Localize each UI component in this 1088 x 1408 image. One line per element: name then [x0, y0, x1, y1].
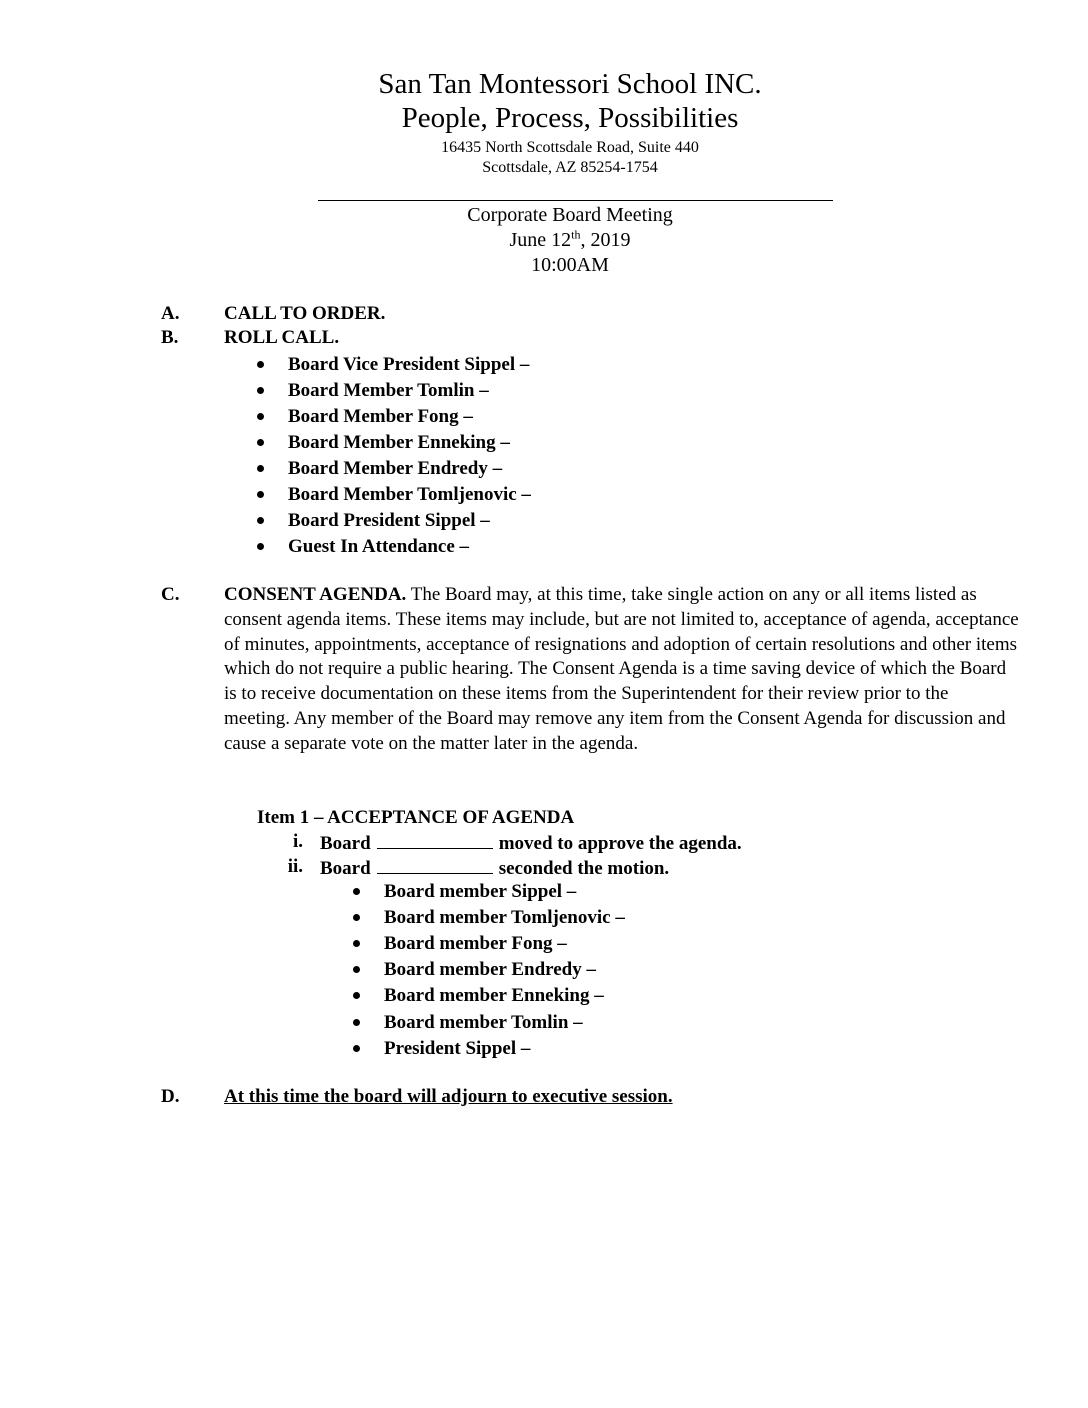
name-blank [377, 855, 493, 874]
section-d-text: At this time the board will adjourn to executive session. [224, 1086, 673, 1107]
motion-numeral: i. [292, 831, 303, 852]
bullet-icon [257, 413, 264, 420]
roll-call-item: Board President Sippel – [288, 510, 490, 531]
bullet-icon [257, 465, 264, 472]
consent-agenda-heading: CONSENT AGENDA. [224, 584, 407, 605]
bullet-icon [353, 1045, 360, 1052]
vote-item: Board member Fong – [384, 933, 567, 954]
vote-item: President Sippel – [384, 1038, 531, 1059]
header-divider [318, 200, 833, 201]
vote-item: Board member Sippel – [384, 881, 577, 902]
roll-call-item: Board Member Tomljenovic – [288, 484, 531, 505]
agenda-item-title: Item 1 – ACCEPTANCE OF AGENDA [257, 807, 575, 828]
bullet-icon [257, 491, 264, 498]
vote-item: Board member Tomlin – [384, 1012, 583, 1033]
motion-prefix: Board [320, 858, 371, 879]
section-c-letter: C. [161, 584, 180, 605]
motion-text: seconded the motion. [498, 858, 670, 879]
address-line-1: 16435 North Scottsdale Road, Suite 440 [441, 139, 699, 156]
name-blank [377, 830, 493, 849]
section-b-title: ROLL CALL. [224, 327, 340, 348]
motion-line [320, 830, 742, 856]
roll-call-item: Board Member Fong – [288, 406, 473, 427]
roll-call-item: Board Member Enneking – [288, 432, 510, 453]
section-a-title: CALL TO ORDER. [224, 303, 386, 324]
meeting-date-ordinal: th [571, 227, 581, 242]
roll-call-item: Guest In Attendance – [288, 536, 470, 557]
meeting-time: 10:00AM [531, 254, 609, 276]
vote-item: Board member Endredy – [384, 959, 596, 980]
bullet-icon [257, 361, 264, 368]
organization-name: San Tan Montessori School INC. [378, 68, 762, 100]
vote-item: Board member Tomljenovic – [384, 907, 625, 928]
section-b-letter: B. [161, 327, 179, 348]
motion-text: moved to approve the agenda. [498, 833, 742, 854]
consent-agenda-paragraph [224, 583, 1019, 756]
bullet-icon [257, 543, 264, 550]
roll-call-item: Board Member Endredy – [288, 458, 503, 479]
bullet-icon [353, 1019, 360, 1026]
bullet-icon [257, 387, 264, 394]
bullet-icon [257, 439, 264, 446]
bullet-icon [353, 992, 360, 999]
motion-prefix: Board [320, 833, 371, 854]
bullet-icon [353, 914, 360, 921]
meeting-date [0, 228, 1088, 252]
roll-call-item: Board Member Tomlin – [288, 380, 489, 401]
consent-agenda-body: The Board may, at this time, take single action on any or all items listed as consent agenda items. These items may include, but are not limited to, acceptance of agenda, acceptance of minutes, appointments, acceptance of resignations and adoption of certain resolutions and other items which do not require a public hearing. The Consent Agenda is a time saving device of which the Board is to receive documentation on these items from the Superintendent for their review prior to the meeting. Any member of the Board may remove any item from the Consent Agenda for discussion and cause a separate vote on the matter later in the agenda. [224, 584, 1019, 754]
vote-item: Board member Enneking – [384, 985, 604, 1006]
meeting-date-suffix: , 2019 [580, 229, 631, 251]
meeting-title: Corporate Board Meeting [467, 204, 673, 226]
bullet-icon [353, 940, 360, 947]
motion-numeral: ii. [287, 856, 303, 877]
bullet-icon [353, 888, 360, 895]
meeting-date-prefix: June 12 [509, 229, 572, 251]
section-a-letter: A. [161, 303, 180, 324]
motion-line [320, 855, 669, 881]
roll-call-item: Board Vice President Sippel – [288, 354, 530, 375]
bullet-icon [257, 517, 264, 524]
organization-tagline: People, Process, Possibilities [401, 102, 739, 134]
section-d-letter: D. [161, 1086, 180, 1107]
address-line-2: Scottsdale, AZ 85254-1754 [482, 159, 658, 176]
bullet-icon [353, 966, 360, 973]
